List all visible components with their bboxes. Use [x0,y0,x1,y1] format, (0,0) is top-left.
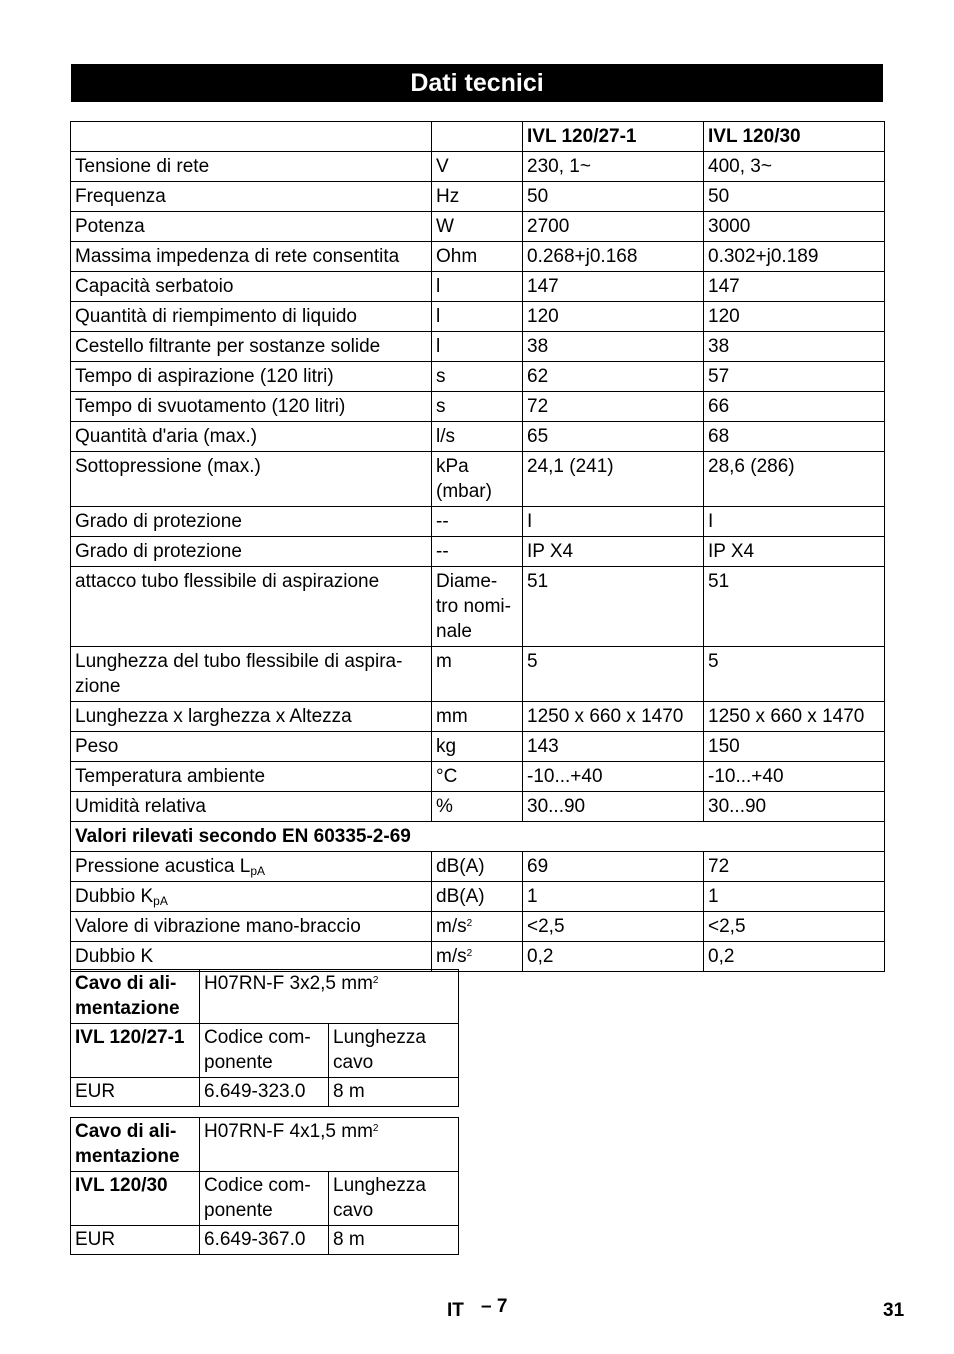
spec-unit: l/s [432,422,523,452]
spec-value-ivl-120-30: 147 [704,272,885,302]
spec-unit: mm [432,702,523,732]
spec-value-ivl-120-27-1: 120 [523,302,704,332]
spec-label: Sottopressione (max.) [71,452,432,507]
spec-unit-text: m/s [436,946,467,967]
spec-value-ivl-120-27-1: 0,2 [523,942,704,972]
footer-language: IT [447,1300,464,1321]
table-row [71,762,885,792]
table-row [71,302,885,332]
spec-value-ivl-120-27-1: I [523,507,704,537]
cable-region: EUR [71,1226,200,1255]
table-row [71,452,885,507]
spec-value-ivl-120-30: 120 [704,302,885,332]
spec-value-ivl-120-30: 1250 x 660 x 1470 [704,702,885,732]
cable-length: 8 m [329,1226,459,1255]
spec-label: Peso [71,732,432,762]
spec-value-ivl-120-30: 51 [704,567,885,647]
table-row [71,912,885,942]
spec-label: Grado di protezione [71,537,432,567]
cable-head-row [71,1118,459,1172]
spec-label-text: Dubbio K [75,886,154,907]
spec-value-ivl-120-27-1: 0.268+j0.168 [523,242,704,272]
spec-label: Lunghezza x larghezza x Altezza [71,702,432,732]
table-row [71,647,885,702]
cable-model: IVL 120/27-1 [71,1024,200,1078]
cable-col-length: Lunghezza cavo [329,1172,459,1226]
spec-unit-superscript: 2 [466,918,473,929]
spec-unit: V [432,152,523,182]
spec-unit [432,852,523,882]
cable-length: 8 m [329,1078,459,1107]
cable-type-text: H07RN-F 4x1,5 mm [204,1121,373,1142]
cable-col-code: Codice com-ponente [200,1172,329,1226]
spec-label: Quantità di riempimento di liquido [71,302,432,332]
spec-label: Tempo di aspirazione (120 litri) [71,362,432,392]
table-row [71,272,885,302]
spec-value-ivl-120-27-1: 69 [523,852,704,882]
spec-label-subscript: pA [250,864,266,878]
spec-unit: -- [432,507,523,537]
spec-value-ivl-120-27-1: 62 [523,362,704,392]
spec-unit: Hz [432,182,523,212]
spec-label: Umidità relativa [71,792,432,822]
spec-value-ivl-120-27-1: 30...90 [523,792,704,822]
cable-code: 6.649-367.0 [200,1226,329,1255]
spec-value-ivl-120-30: 50 [704,182,885,212]
spec-table-body [71,122,885,972]
spec-unit: kPa (mbar) [432,452,523,507]
cable-type-sup: 2 [372,1123,379,1134]
cable-head-row [71,970,459,1024]
section-header-row [71,822,885,852]
cable-region: EUR [71,1078,200,1107]
spec-value-ivl-120-27-1: 2700 [523,212,704,242]
cable-code: 6.649-323.0 [200,1078,329,1107]
spec-value-ivl-120-30: 0,2 [704,942,885,972]
table-row [71,702,885,732]
table-row [71,362,885,392]
spec-label: Tensione di rete [71,152,432,182]
table-row [71,392,885,422]
spec-label-text: Dubbio K [75,946,154,967]
cable-col-row [71,1024,459,1078]
spec-value-ivl-120-27-1: 1250 x 660 x 1470 [523,702,704,732]
spec-value-ivl-120-27-1: 24,1 (241) [523,452,704,507]
cable-head-label: Cavo di ali-mentazione [71,970,200,1024]
spec-unit-text: dB(A) [436,856,485,877]
spec-label: Tempo di svuotamento (120 litri) [71,392,432,422]
spec-label-subscript: pA [153,894,168,908]
spec-unit: -- [432,537,523,567]
spec-value-ivl-120-27-1: 50 [523,182,704,212]
spec-value-ivl-120-27-1: 65 [523,422,704,452]
spec-value-ivl-120-30: 38 [704,332,885,362]
spec-value-ivl-120-30: 28,6 (286) [704,452,885,507]
cable-type-text: H07RN-F 3x2,5 mm [204,973,373,994]
spec-header-cell [71,122,432,152]
spec-unit [432,912,523,942]
cable-type [200,970,459,1024]
cable-col-code: Codice com-ponente [200,1024,329,1078]
spec-value-ivl-120-30: 66 [704,392,885,422]
footer-page-number: 31 [883,1300,905,1321]
spec-table [70,121,885,972]
spec-label: Temperatura ambiente [71,762,432,792]
cable-value-row [71,1226,459,1255]
spec-value-ivl-120-27-1: 72 [523,392,704,422]
spec-label-text: Pressione acustica L [75,856,251,877]
spec-header-cell: IVL 120/30 [704,122,885,152]
spec-label: Massima impedenza di rete consentita [71,242,432,272]
spec-value-ivl-120-27-1: 147 [523,272,704,302]
cable-type-sup: 2 [372,975,379,986]
spec-label: Grado di protezione [71,507,432,537]
spec-label-text: Valore di vibrazione mano-braccio [75,916,361,937]
spec-header-row [71,122,885,152]
cable-table [70,969,459,1107]
spec-unit: s [432,392,523,422]
spec-label: Lunghezza del tubo flessibile di aspira-zione [71,647,432,702]
spec-label: attacco tubo flessibile di aspirazione [71,567,432,647]
spec-value-ivl-120-30: 30...90 [704,792,885,822]
spec-unit-text: dB(A) [436,886,485,907]
table-row [71,792,885,822]
section-header: Valori rilevati secondo EN 60335-2-69 [71,822,885,852]
spec-label: Quantità d'aria (max.) [71,422,432,452]
spec-value-ivl-120-30: -10...+40 [704,762,885,792]
spec-value-ivl-120-27-1: -10...+40 [523,762,704,792]
cable-col-length: Lunghezza cavo [329,1024,459,1078]
spec-value-ivl-120-30: 3000 [704,212,885,242]
spec-value-ivl-120-27-1: 51 [523,567,704,647]
spec-unit [432,942,523,972]
spec-value-ivl-120-27-1: 143 [523,732,704,762]
spec-unit: W [432,212,523,242]
footer-page-marker: – 7 [481,1296,508,1317]
spec-header-cell: IVL 120/27-1 [523,122,704,152]
spec-unit: s [432,362,523,392]
spec-value-ivl-120-30: 5 [704,647,885,702]
spec-value-ivl-120-30: 400, 3~ [704,152,885,182]
table-row [71,332,885,362]
page-title: Dati tecnici [71,64,883,102]
table-row [71,942,885,972]
spec-value-ivl-120-30: 68 [704,422,885,452]
spec-unit [432,882,523,912]
cable-table [70,1117,459,1255]
spec-value-ivl-120-30: 57 [704,362,885,392]
spec-value-ivl-120-30: 72 [704,852,885,882]
table-row [71,507,885,537]
cable-head-label: Cavo di ali-mentazione [71,1118,200,1172]
spec-unit: l [432,332,523,362]
table-row [71,242,885,272]
spec-unit: Ohm [432,242,523,272]
spec-value-ivl-120-30: <2,5 [704,912,885,942]
spec-label [71,942,432,972]
spec-value-ivl-120-27-1: <2,5 [523,912,704,942]
spec-unit-superscript: 2 [466,948,473,959]
spec-label [71,912,432,942]
table-row [71,732,885,762]
spec-unit: Diame-tro nomi-nale [432,567,523,647]
spec-value-ivl-120-27-1: IP X4 [523,537,704,567]
spec-value-ivl-120-27-1: 1 [523,882,704,912]
table-row [71,152,885,182]
spec-unit: l [432,272,523,302]
spec-label [71,852,432,882]
spec-value-ivl-120-27-1: 38 [523,332,704,362]
spec-value-ivl-120-30: IP X4 [704,537,885,567]
spec-value-ivl-120-27-1: 5 [523,647,704,702]
spec-unit: °C [432,762,523,792]
table-row [71,852,885,882]
table-row [71,182,885,212]
spec-value-ivl-120-27-1: 230, 1~ [523,152,704,182]
spec-label [71,882,432,912]
cable-col-row [71,1172,459,1226]
spec-value-ivl-120-30: 150 [704,732,885,762]
table-row [71,537,885,567]
spec-label: Potenza [71,212,432,242]
spec-unit-text: m/s [436,916,467,937]
cable-model: IVL 120/30 [71,1172,200,1226]
spec-value-ivl-120-30: 0.302+j0.189 [704,242,885,272]
table-row [71,422,885,452]
cable-type [200,1118,459,1172]
table-row [71,567,885,647]
table-row [71,212,885,242]
spec-unit: l [432,302,523,332]
spec-label: Capacità serbatoio [71,272,432,302]
spec-label: Frequenza [71,182,432,212]
spec-value-ivl-120-30: 1 [704,882,885,912]
spec-header-cell [432,122,523,152]
cable-value-row [71,1078,459,1107]
table-row [71,882,885,912]
spec-value-ivl-120-30: I [704,507,885,537]
spec-unit: kg [432,732,523,762]
spec-label: Cestello filtrante per sostanze solide [71,332,432,362]
spec-unit: % [432,792,523,822]
spec-unit: m [432,647,523,702]
